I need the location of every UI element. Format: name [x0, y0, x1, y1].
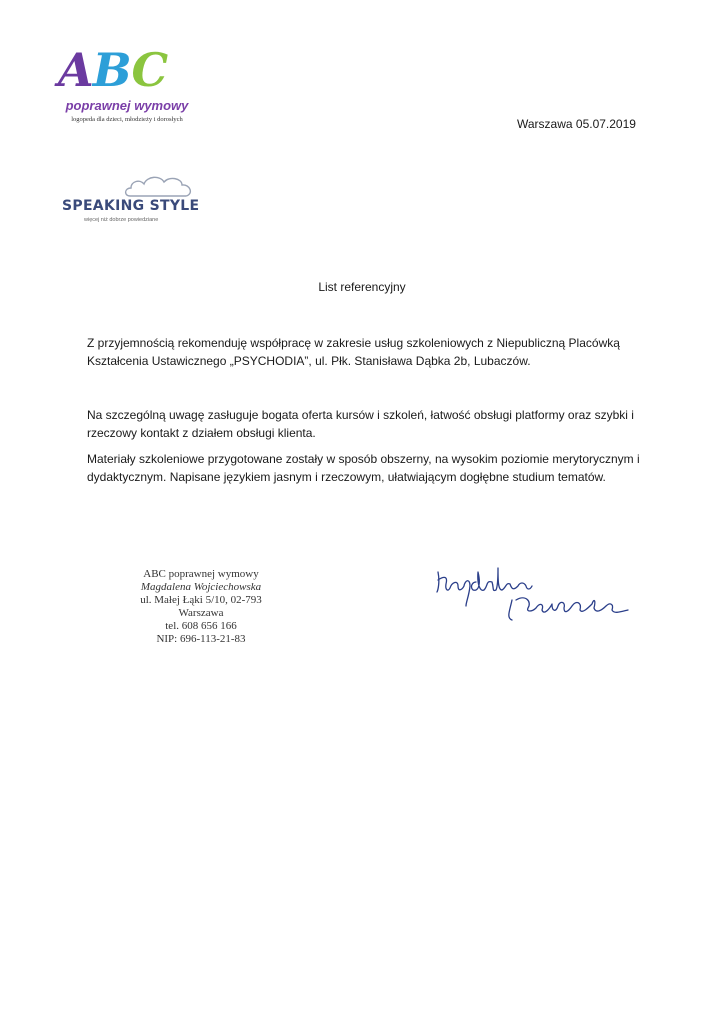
- abc-logo-tagline: logopeda dla dzieci, młodzieży i dorosłych: [71, 116, 183, 123]
- logo-letter-b: B: [92, 43, 132, 97]
- logo-letter-c: C: [131, 43, 168, 97]
- cloud-icon: [122, 172, 198, 200]
- abc-logo-subtitle: poprawnej wymowy: [65, 98, 189, 113]
- letter-date: Warszawa 05.07.2019: [517, 117, 636, 131]
- speaking-style-tagline: więcej niż dobrze powiedziane: [84, 217, 159, 223]
- logo-letter-a: A: [58, 43, 93, 97]
- letter-paragraph-3: Materiały szkoleniowe przygotowane zostały w sposób obszerny, na wysokim poziomie merytorycznym i dydaktycznym. Napisane językiem jasnym i rzeczowym, ułatwiającym dogłębne studium tematów.: [87, 452, 640, 484]
- stamp-nip: NIP: 696-113-21-83: [156, 633, 246, 645]
- company-stamp: [118, 568, 284, 646]
- stamp-phone: tel. 608 656 166: [165, 620, 237, 632]
- letter-title: List referencyjny: [318, 280, 406, 294]
- abc-logo: [52, 44, 202, 126]
- handwritten-signature: [432, 562, 642, 631]
- stamp-address: ul. Małej Łąki 5/10, 02-793 Warszawa: [140, 594, 262, 619]
- stamp-company: ABC poprawnej wymowy: [143, 568, 259, 580]
- speaking-style-logo: [62, 172, 202, 232]
- letter-paragraph-1: Z przyjemnością rekomenduję współpracę w zakresie usług szkoleniowych z Niepubliczną Placówką Kształcenia Ustawicznego „PSYCHODIA”, ul. Płk. Stanisława Dąbka 2b, Lubaczów.: [87, 336, 620, 368]
- stamp-name: Magdalena Wojciechowska: [140, 581, 262, 593]
- speaking-style-name: SPEAKING STYLE: [62, 198, 200, 214]
- letter-paragraph-2: Na szczególną uwagę zasługuje bogata oferta kursów i szkoleń, łatwość obsługi platformy oraz szybki i rzeczowy kontakt z działem obsługi klienta.: [87, 408, 634, 440]
- abc-logo-letters: [58, 44, 167, 96]
